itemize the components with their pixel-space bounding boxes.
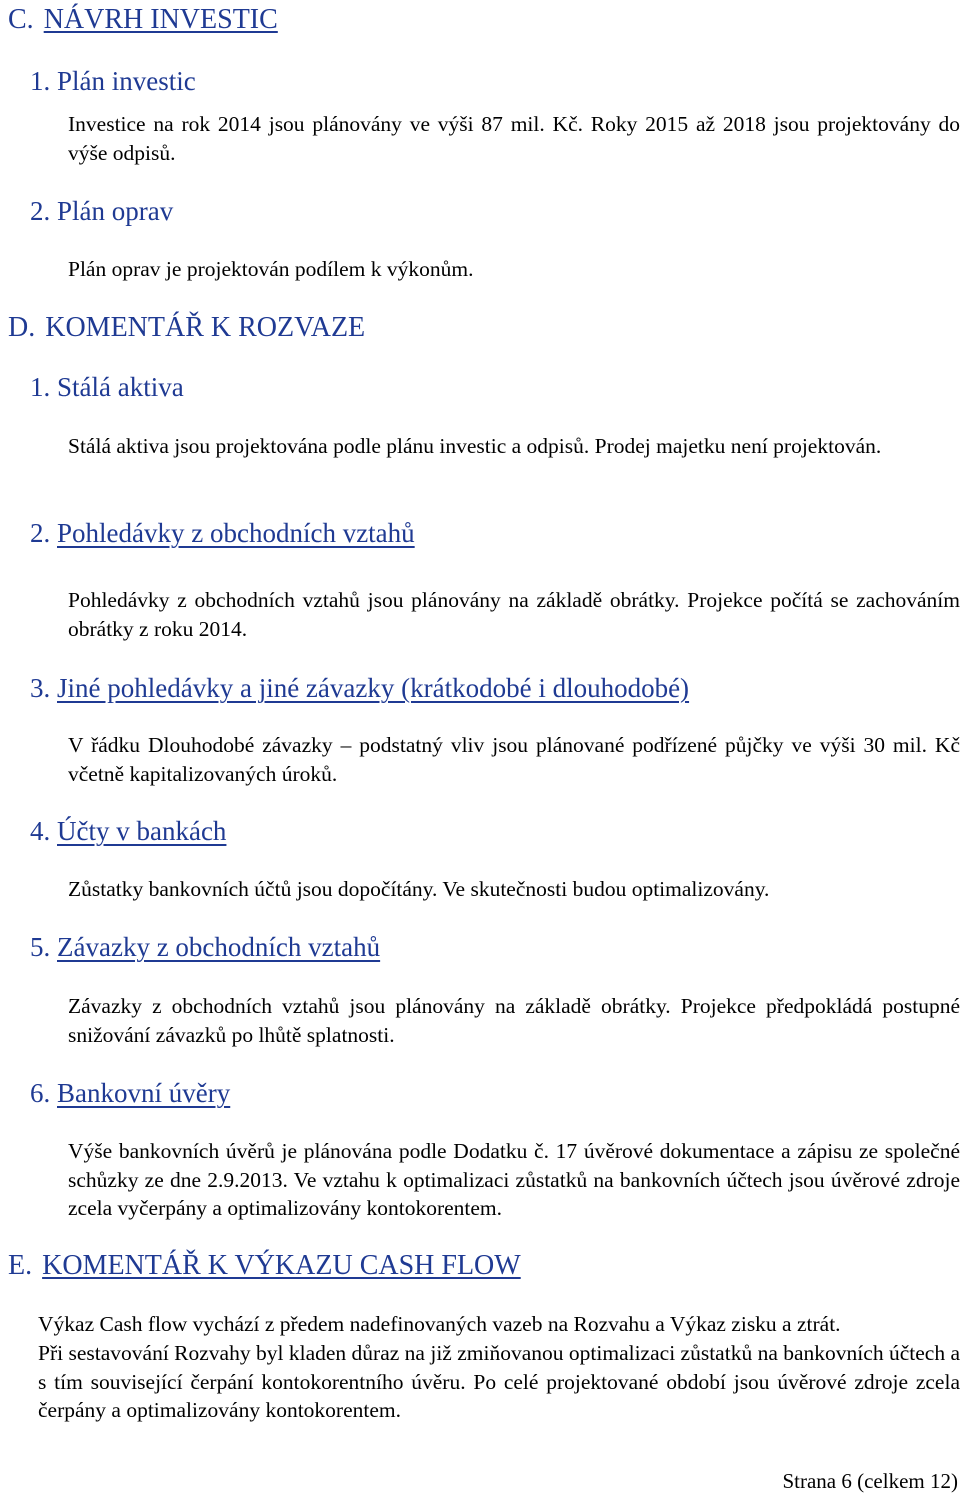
subsection-number: 3. [30, 673, 51, 703]
section-title: NÁVRH INVESTIC [43, 4, 278, 35]
subsection-title: Stálá aktiva [57, 372, 184, 402]
section-letter: D. [8, 312, 36, 343]
subsection-title: Jiné pohledávky a jiné závazky (krátkodobé i dlouhodobé) [57, 673, 690, 703]
subsection-number: 1. [30, 372, 51, 402]
subsection-number: 4. [30, 816, 51, 846]
subsection-number: 6. [30, 1078, 51, 1108]
subsection-heading [30, 66, 196, 96]
subsection-title: Bankovní úvěry [57, 1078, 231, 1108]
paragraph: Investice na rok 2014 jsou plánovány ve výši 87 mil. Kč. Roky 2015 až 2018 jsou projektovány do výše odpisů. [68, 112, 960, 165]
paragraph: Výkaz Cash flow vychází z předem nadefinovaných vazeb na Rozvahu a Výkaz zisku a ztrát. [38, 1312, 841, 1336]
paragraph: Stálá aktiva jsou projektována podle plánu investic a odpisů. Prodej majetku není projektován. [68, 434, 882, 458]
paragraph: V řádku Dlouhodobé závazky – podstatný vliv jsou plánované podřízené půjčky ve výši 30 mil. Kč včetně kapitalizovaných úroků. [68, 733, 960, 786]
subsection-heading [30, 372, 184, 402]
subsection-heading [30, 673, 689, 703]
page-number: Strana 6 (celkem 12) [782, 1469, 958, 1493]
subsection-number: 2. [30, 196, 51, 226]
subsection-number: 2. [30, 518, 51, 548]
section-heading-e [8, 1250, 521, 1282]
paragraph: Výše bankovních úvěrů je plánována podle Dodatku č. 17 úvěrové dokumentace a zápisu ze společné schůzky ze dne 2.9.2013. Ve vztahu k optimalizaci zůstatků na bankovních účtech jsou úvěrové zdroje zcela vyčerpány a optimalizovány kontokorentem. [68, 1139, 960, 1220]
subsection-title: Pohledávky z obchodních vztahů [57, 518, 415, 548]
paragraph: Pohledávky z obchodních vztahů jsou plánovány na základě obrátky. Projekce počítá se zachováním obrátky z roku 2014. [68, 588, 960, 641]
section-title: KOMENTÁŘ K ROZVAZE [45, 312, 366, 343]
subsection-heading [30, 932, 380, 962]
section-heading-c [8, 4, 278, 36]
section-title: KOMENTÁŘ K VÝKAZU CASH FLOW [42, 1250, 521, 1281]
paragraph: Zůstatky bankovních účtů jsou dopočítány. Ve skutečnosti budou optimalizovány. [68, 877, 770, 901]
subsection-number: 5. [30, 932, 51, 962]
subsection-title: Závazky z obchodních vztahů [57, 932, 381, 962]
subsection-heading [30, 816, 226, 846]
subsection-number: 1. [30, 66, 51, 96]
paragraph: Závazky z obchodních vztahů jsou plánovány na základě obrátky. Projekce předpokládá postupné snižování závazků po lhůtě splatnosti. [68, 994, 960, 1047]
subsection-heading [30, 196, 173, 226]
paragraph: Při sestavování Rozvahy byl kladen důraz na již zmiňovanou optimalizaci zůstatků na bankovních účtech a s tím související čerpání kontokorentního úvěru. Po celé projektované období jsou úvěrové zdroje zcela čerpány a optimalizovány kontokorentem. [38, 1341, 960, 1422]
subsection-title: Plán oprav [57, 196, 174, 226]
subsection-title: Účty v bankách [57, 816, 227, 846]
subsection-title: Plán investic [57, 66, 196, 96]
subsection-heading [30, 1078, 230, 1108]
section-letter: C. [8, 4, 34, 35]
subsection-heading [30, 518, 415, 548]
section-heading-d [8, 312, 365, 344]
section-letter: E. [8, 1250, 33, 1281]
paragraph: Plán oprav je projektován podílem k výkonům. [68, 257, 474, 281]
